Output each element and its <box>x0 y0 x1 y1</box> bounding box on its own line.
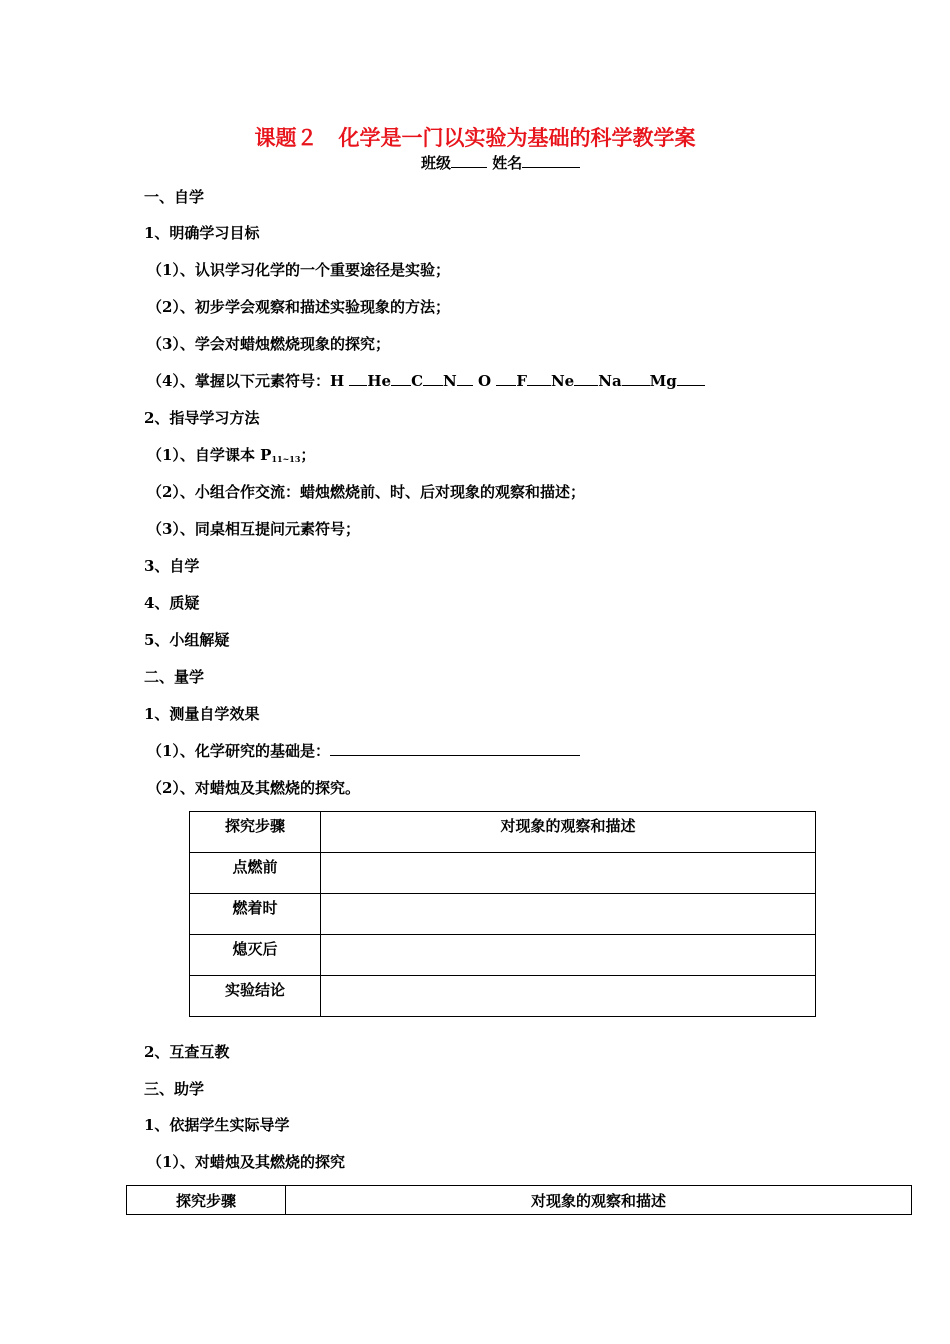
table-row <box>190 894 816 935</box>
element-blank[interactable] <box>574 371 598 386</box>
goal-4-prefix: （4）、掌握以下元素符号： <box>147 372 330 390</box>
element-blank[interactable] <box>496 371 516 386</box>
table-header-row <box>190 812 816 853</box>
goal-1: （1）、认识学习化学的一个重要途径是实验； <box>147 261 450 279</box>
sec1-item5: 5、小组解疑 <box>144 631 230 649</box>
element-blank[interactable] <box>457 371 473 386</box>
table-header-cell: 探究步骤 <box>127 1186 286 1215</box>
page-title: 课题２ 化学是一门以实验为基础的科学教学案 <box>254 125 696 150</box>
element-symbol: Mg <box>649 372 677 390</box>
sec1-item1: 1、明确学习目标 <box>144 224 260 242</box>
element-blank[interactable] <box>677 371 705 386</box>
question-1 <box>147 740 580 761</box>
sec1-item3: 3、自学 <box>144 557 200 575</box>
table-header-row <box>127 1186 912 1215</box>
table-row <box>190 935 816 976</box>
element-blank[interactable] <box>423 371 443 386</box>
step-cell: 点燃前 <box>190 853 321 894</box>
element-blank[interactable] <box>527 371 551 386</box>
method-3: （3）、同桌相互提问元素符号； <box>147 520 360 538</box>
element-blank[interactable] <box>622 371 650 386</box>
section-3-heading: 三、助学 <box>144 1080 205 1098</box>
answer-blank[interactable] <box>330 741 580 756</box>
section-1-heading: 一、自学 <box>144 188 205 206</box>
step-cell: 燃着时 <box>190 894 321 935</box>
element-symbol: H <box>329 372 345 390</box>
goal-4 <box>147 370 705 391</box>
sec2-item2: 2、互查互教 <box>144 1043 230 1061</box>
table-header-cell: 对现象的观察和描述 <box>286 1186 912 1215</box>
sec1-item2: 2、指导学习方法 <box>144 409 260 427</box>
sec3-sub1: （1）、对蜡烛及其燃烧的探究 <box>147 1153 345 1171</box>
element-symbol: C <box>411 372 424 390</box>
class-label: 班级 <box>421 154 452 172</box>
candle-guidance-table <box>126 1185 912 1215</box>
element-symbol: Ne <box>550 372 575 390</box>
element-blank[interactable] <box>391 371 411 386</box>
element-symbol: O <box>478 372 492 390</box>
table-header-cell: 对现象的观察和描述 <box>321 812 816 853</box>
element-blank[interactable] <box>349 371 367 386</box>
sec1-item4: 4、质疑 <box>144 594 200 612</box>
table-header-cell: 探究步骤 <box>190 812 321 853</box>
sec3-item1: 1、依据学生实际导学 <box>144 1116 290 1134</box>
method-1 <box>147 444 315 465</box>
name-blank[interactable] <box>522 153 580 168</box>
method-1-prefix: （1）、自学课本 P <box>147 446 272 464</box>
element-symbol: N <box>443 372 457 390</box>
table-row <box>190 976 816 1017</box>
section-2-heading: 二、量学 <box>144 668 205 686</box>
table-row <box>190 853 816 894</box>
step-cell: 熄灭后 <box>190 935 321 976</box>
element-symbol: F <box>516 372 527 390</box>
page-range: 11~13 <box>271 454 301 464</box>
name-label: 姓名 <box>492 154 523 172</box>
candle-observation-table <box>189 811 816 1017</box>
element-symbol: He <box>367 372 392 390</box>
step-cell: 实验结论 <box>190 976 321 1017</box>
observation-cell[interactable] <box>321 935 816 976</box>
question-1-text: （1）、化学研究的基础是： <box>147 742 330 760</box>
observation-cell[interactable] <box>321 894 816 935</box>
sec2-item1: 1、测量自学效果 <box>144 705 260 723</box>
observation-cell[interactable] <box>321 976 816 1017</box>
class-name-line <box>421 152 580 173</box>
class-blank[interactable] <box>451 153 487 168</box>
question-2: （2）、对蜡烛及其燃烧的探究。 <box>147 779 360 797</box>
observation-cell[interactable] <box>321 853 816 894</box>
method-2: （2）、小组合作交流：蜡烛燃烧前、时、后对现象的观察和描述； <box>147 483 585 501</box>
element-symbol: Na <box>598 372 622 390</box>
method-1-suffix: ； <box>300 446 316 464</box>
goal-3: （3）、学会对蜡烛燃烧现象的探究； <box>147 335 390 353</box>
goal-2: （2）、初步学会观察和描述实验现象的方法； <box>147 298 450 316</box>
